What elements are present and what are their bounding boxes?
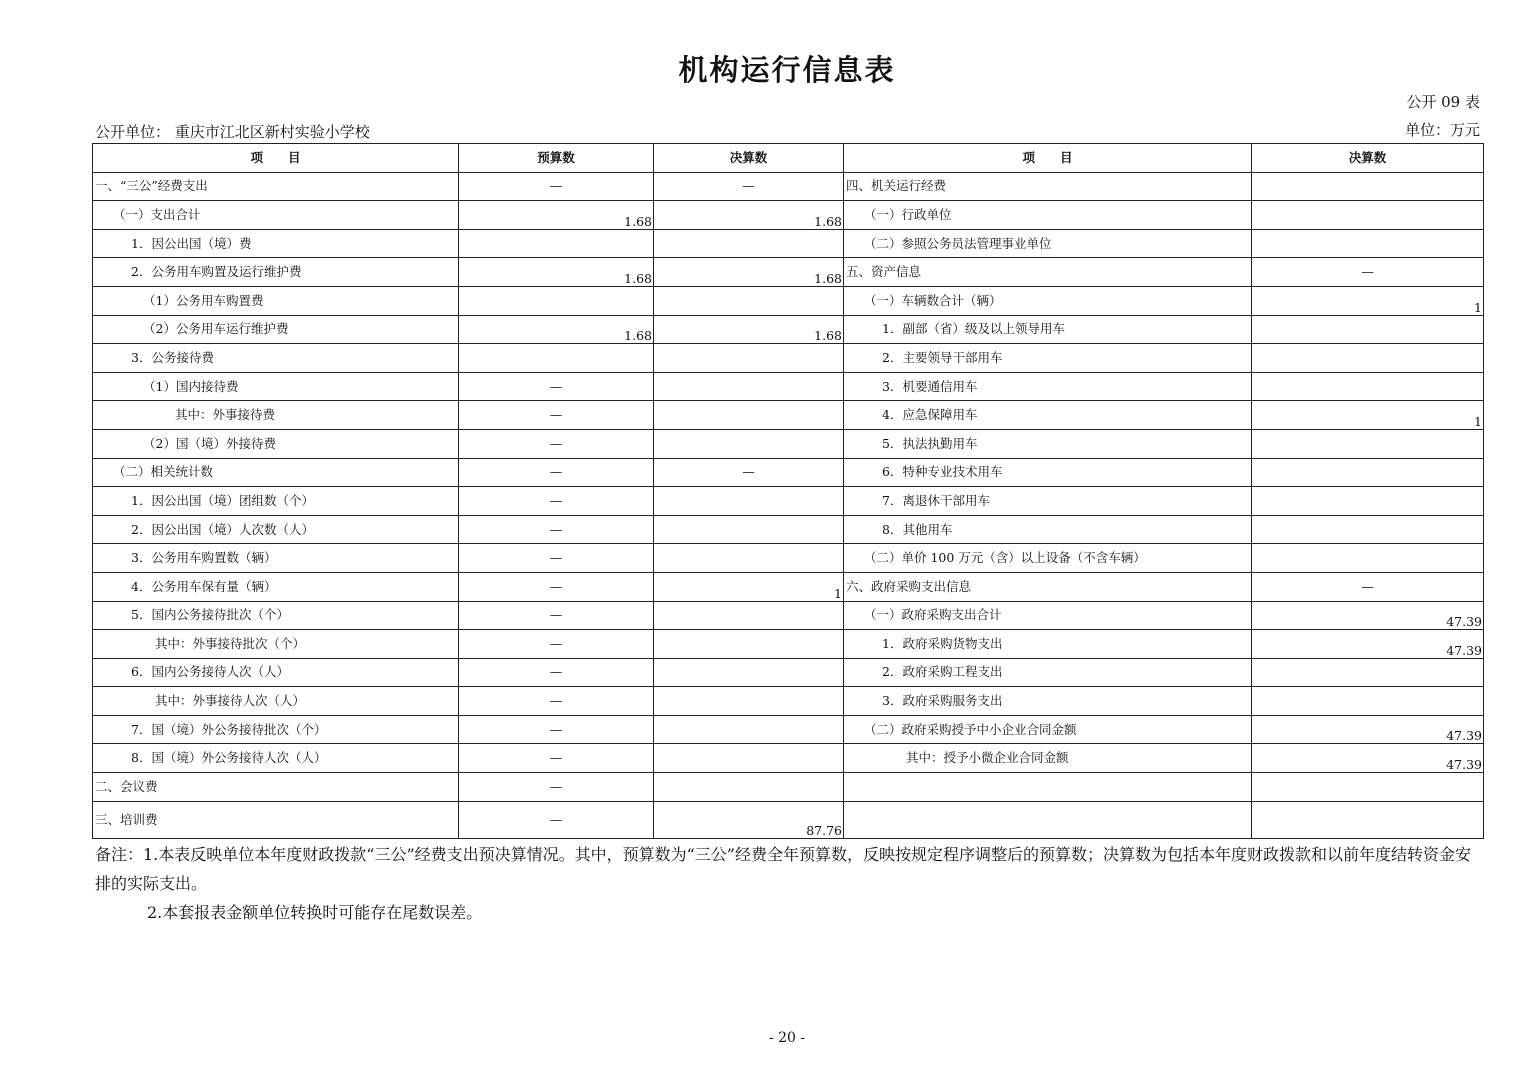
right-item-label: （一）车辆数合计（辆） — [844, 286, 1252, 315]
budget-cell — [459, 229, 654, 258]
right-final-cell: 47.39 — [1252, 744, 1484, 773]
row-item-label: 1．因公出国（境）费 — [93, 229, 459, 258]
final-cell — [654, 687, 844, 716]
row-item-label: （2）国（境）外接待费 — [93, 429, 459, 458]
table-row — [93, 286, 1484, 315]
row-item-label: 1．因公出国（境）团组数（个） — [93, 487, 459, 516]
currency-unit: 单位：万元 — [1404, 121, 1480, 139]
operations-info-table — [92, 143, 1484, 839]
page-number: - 20 - — [768, 1030, 806, 1046]
table-row — [93, 401, 1484, 430]
table-row — [93, 315, 1484, 344]
right-item-label: 1．政府采购货物支出 — [844, 630, 1252, 659]
right-item-label: 四、机关运行经费 — [844, 172, 1252, 201]
reporting-unit: 公开单位： 重庆市江北区新村实验小学校 — [95, 123, 370, 141]
table-row — [93, 715, 1484, 744]
final-cell — [654, 515, 844, 544]
final-cell: 1.68 — [654, 258, 844, 287]
budget-cell: — — [459, 801, 654, 838]
col-header-right-final: 决算数 — [1252, 144, 1484, 173]
budget-cell: — — [459, 458, 654, 487]
budget-cell: — — [459, 429, 654, 458]
budget-cell: — — [459, 601, 654, 630]
row-item-label: 6．国内公务接待人次（人） — [93, 658, 459, 687]
budget-cell: — — [459, 372, 654, 401]
table-row — [93, 630, 1484, 659]
final-cell: 87.76 — [654, 801, 844, 838]
budget-cell: — — [459, 172, 654, 201]
right-final-cell — [1252, 487, 1484, 516]
form-number: 公开 09 表 — [1406, 93, 1480, 111]
row-item-label: 4．公务用车保有量（辆） — [93, 572, 459, 601]
right-item-label: 其中：授予小微企业合同金额 — [844, 744, 1252, 773]
final-cell — [654, 773, 844, 802]
table-row — [93, 201, 1484, 230]
final-cell: 1.68 — [654, 315, 844, 344]
right-final-cell — [1252, 315, 1484, 344]
right-item-label: 7．离退休干部用车 — [844, 487, 1252, 516]
row-item-label: 其中：外事接待人次（人） — [93, 687, 459, 716]
table-row — [93, 544, 1484, 573]
row-item-label: （二）相关统计数 — [93, 458, 459, 487]
right-item-label: 五、资产信息 — [844, 258, 1252, 287]
budget-cell — [459, 286, 654, 315]
row-item-label: 一、“三公”经费支出 — [93, 172, 459, 201]
table-row — [93, 229, 1484, 258]
final-cell — [654, 630, 844, 659]
row-item-label: 二、会议费 — [93, 773, 459, 802]
col-header-left-item: 项 目 — [93, 144, 459, 173]
note-1: 备注：1.本表反映单位本年度财政拨款“三公”经费支出预决算情况。其中，预算数为“三公”经费全年预算数，反映按规定程序调整后的预算数；决算数为包括本年度财政拨款和以前年度结转资金安排的实际支出。 — [95, 845, 1471, 893]
row-item-label: （2）公务用车运行维护费 — [93, 315, 459, 344]
col-header-right-item: 项 目 — [844, 144, 1252, 173]
final-cell — [654, 229, 844, 258]
right-item-label: （二）单价 100 万元（含）以上设备（不含车辆） — [844, 544, 1252, 573]
budget-cell — [459, 344, 654, 373]
table-row — [93, 658, 1484, 687]
final-cell — [654, 487, 844, 516]
row-item-label: 3．公务用车购置数（辆） — [93, 544, 459, 573]
right-final-cell — [1252, 429, 1484, 458]
budget-cell: — — [459, 515, 654, 544]
right-final-cell: 47.39 — [1252, 715, 1484, 744]
table-row — [93, 487, 1484, 516]
final-cell — [654, 544, 844, 573]
table-row — [93, 429, 1484, 458]
table-row — [93, 744, 1484, 773]
final-cell — [654, 372, 844, 401]
right-item-label: （一）政府采购支出合计 — [844, 601, 1252, 630]
table-row — [93, 172, 1484, 201]
final-cell — [654, 658, 844, 687]
row-item-label: 其中：外事接待批次（个） — [93, 630, 459, 659]
page-title: 机构运行信息表 — [678, 53, 896, 87]
budget-cell: — — [459, 715, 654, 744]
budget-cell: — — [459, 744, 654, 773]
table-row — [93, 258, 1484, 287]
final-cell — [654, 744, 844, 773]
budget-cell: — — [459, 658, 654, 687]
row-item-label: 2．公务用车购置及运行维护费 — [93, 258, 459, 287]
right-item-label: 4．应急保障用车 — [844, 401, 1252, 430]
table-row — [93, 372, 1484, 401]
right-final-cell: 1 — [1252, 401, 1484, 430]
row-item-label: 7．国（境）外公务接待批次（个） — [93, 715, 459, 744]
right-item-label: 六、政府采购支出信息 — [844, 572, 1252, 601]
budget-cell: 1.68 — [459, 258, 654, 287]
budget-cell: — — [459, 773, 654, 802]
right-final-cell — [1252, 229, 1484, 258]
right-final-cell — [1252, 687, 1484, 716]
table-row — [93, 344, 1484, 373]
right-item-label: 1．副部（省）级及以上领导用车 — [844, 315, 1252, 344]
table-row — [93, 458, 1484, 487]
right-final-cell — [1252, 344, 1484, 373]
table-row — [93, 572, 1484, 601]
right-item-label — [844, 773, 1252, 802]
right-item-label — [844, 801, 1252, 838]
final-cell — [654, 601, 844, 630]
row-item-label: （1）国内接待费 — [93, 372, 459, 401]
right-item-label: 2．政府采购工程支出 — [844, 658, 1252, 687]
table-row — [93, 601, 1484, 630]
row-item-label: （一）支出合计 — [93, 201, 459, 230]
right-item-label: 5．执法执勤用车 — [844, 429, 1252, 458]
right-item-label: 3．政府采购服务支出 — [844, 687, 1252, 716]
row-item-label: 2．因公出国（境）人次数（人） — [93, 515, 459, 544]
row-item-label: 其中：外事接待费 — [93, 401, 459, 430]
col-header-final: 决算数 — [654, 144, 844, 173]
table-header-row — [93, 144, 1484, 173]
table-row — [93, 801, 1484, 838]
right-item-label: 8．其他用车 — [844, 515, 1252, 544]
right-item-label: （二）政府采购授予中小企业合同金额 — [844, 715, 1252, 744]
final-cell: — — [654, 458, 844, 487]
final-cell — [654, 344, 844, 373]
budget-cell: — — [459, 687, 654, 716]
final-cell — [654, 715, 844, 744]
row-item-label: （1）公务用车购置费 — [93, 286, 459, 315]
budget-cell: — — [459, 572, 654, 601]
right-final-cell — [1252, 544, 1484, 573]
row-item-label: 三、培训费 — [93, 801, 459, 838]
table-row — [93, 687, 1484, 716]
budget-cell: 1.68 — [459, 315, 654, 344]
row-item-label: 5．国内公务接待批次（个） — [93, 601, 459, 630]
right-final-cell — [1252, 658, 1484, 687]
right-final-cell — [1252, 801, 1484, 838]
final-cell — [654, 286, 844, 315]
note-2: 2.本套报表金额单位转换时可能存在尾数误差。 — [147, 903, 483, 922]
right-final-cell: — — [1252, 258, 1484, 287]
right-item-label: 6．特种专业技术用车 — [844, 458, 1252, 487]
final-cell: — — [654, 172, 844, 201]
right-item-label: （一）行政单位 — [844, 201, 1252, 230]
right-final-cell — [1252, 201, 1484, 230]
right-item-label: （二）参照公务员法管理事业单位 — [844, 229, 1252, 258]
final-cell — [654, 429, 844, 458]
row-item-label: 8．国（境）外公务接待人次（人） — [93, 744, 459, 773]
budget-cell: 1.68 — [459, 201, 654, 230]
right-final-cell — [1252, 458, 1484, 487]
table-row — [93, 773, 1484, 802]
right-final-cell — [1252, 515, 1484, 544]
budget-cell: — — [459, 544, 654, 573]
right-final-cell: 47.39 — [1252, 601, 1484, 630]
right-final-cell — [1252, 372, 1484, 401]
row-item-label: 3．公务接待费 — [93, 344, 459, 373]
table-row — [93, 515, 1484, 544]
table-body — [93, 172, 1484, 838]
right-final-cell: 1 — [1252, 286, 1484, 315]
col-header-budget: 预算数 — [459, 144, 654, 173]
final-cell — [654, 401, 844, 430]
right-final-cell — [1252, 172, 1484, 201]
right-final-cell — [1252, 773, 1484, 802]
budget-cell: — — [459, 630, 654, 659]
final-cell: 1.68 — [654, 201, 844, 230]
budget-cell: — — [459, 401, 654, 430]
final-cell: 1 — [654, 572, 844, 601]
budget-cell: — — [459, 487, 654, 516]
right-final-cell: — — [1252, 572, 1484, 601]
right-item-label: 2．主要领导干部用车 — [844, 344, 1252, 373]
right-item-label: 3．机要通信用车 — [844, 372, 1252, 401]
right-final-cell: 47.39 — [1252, 630, 1484, 659]
notes — [95, 840, 1480, 927]
